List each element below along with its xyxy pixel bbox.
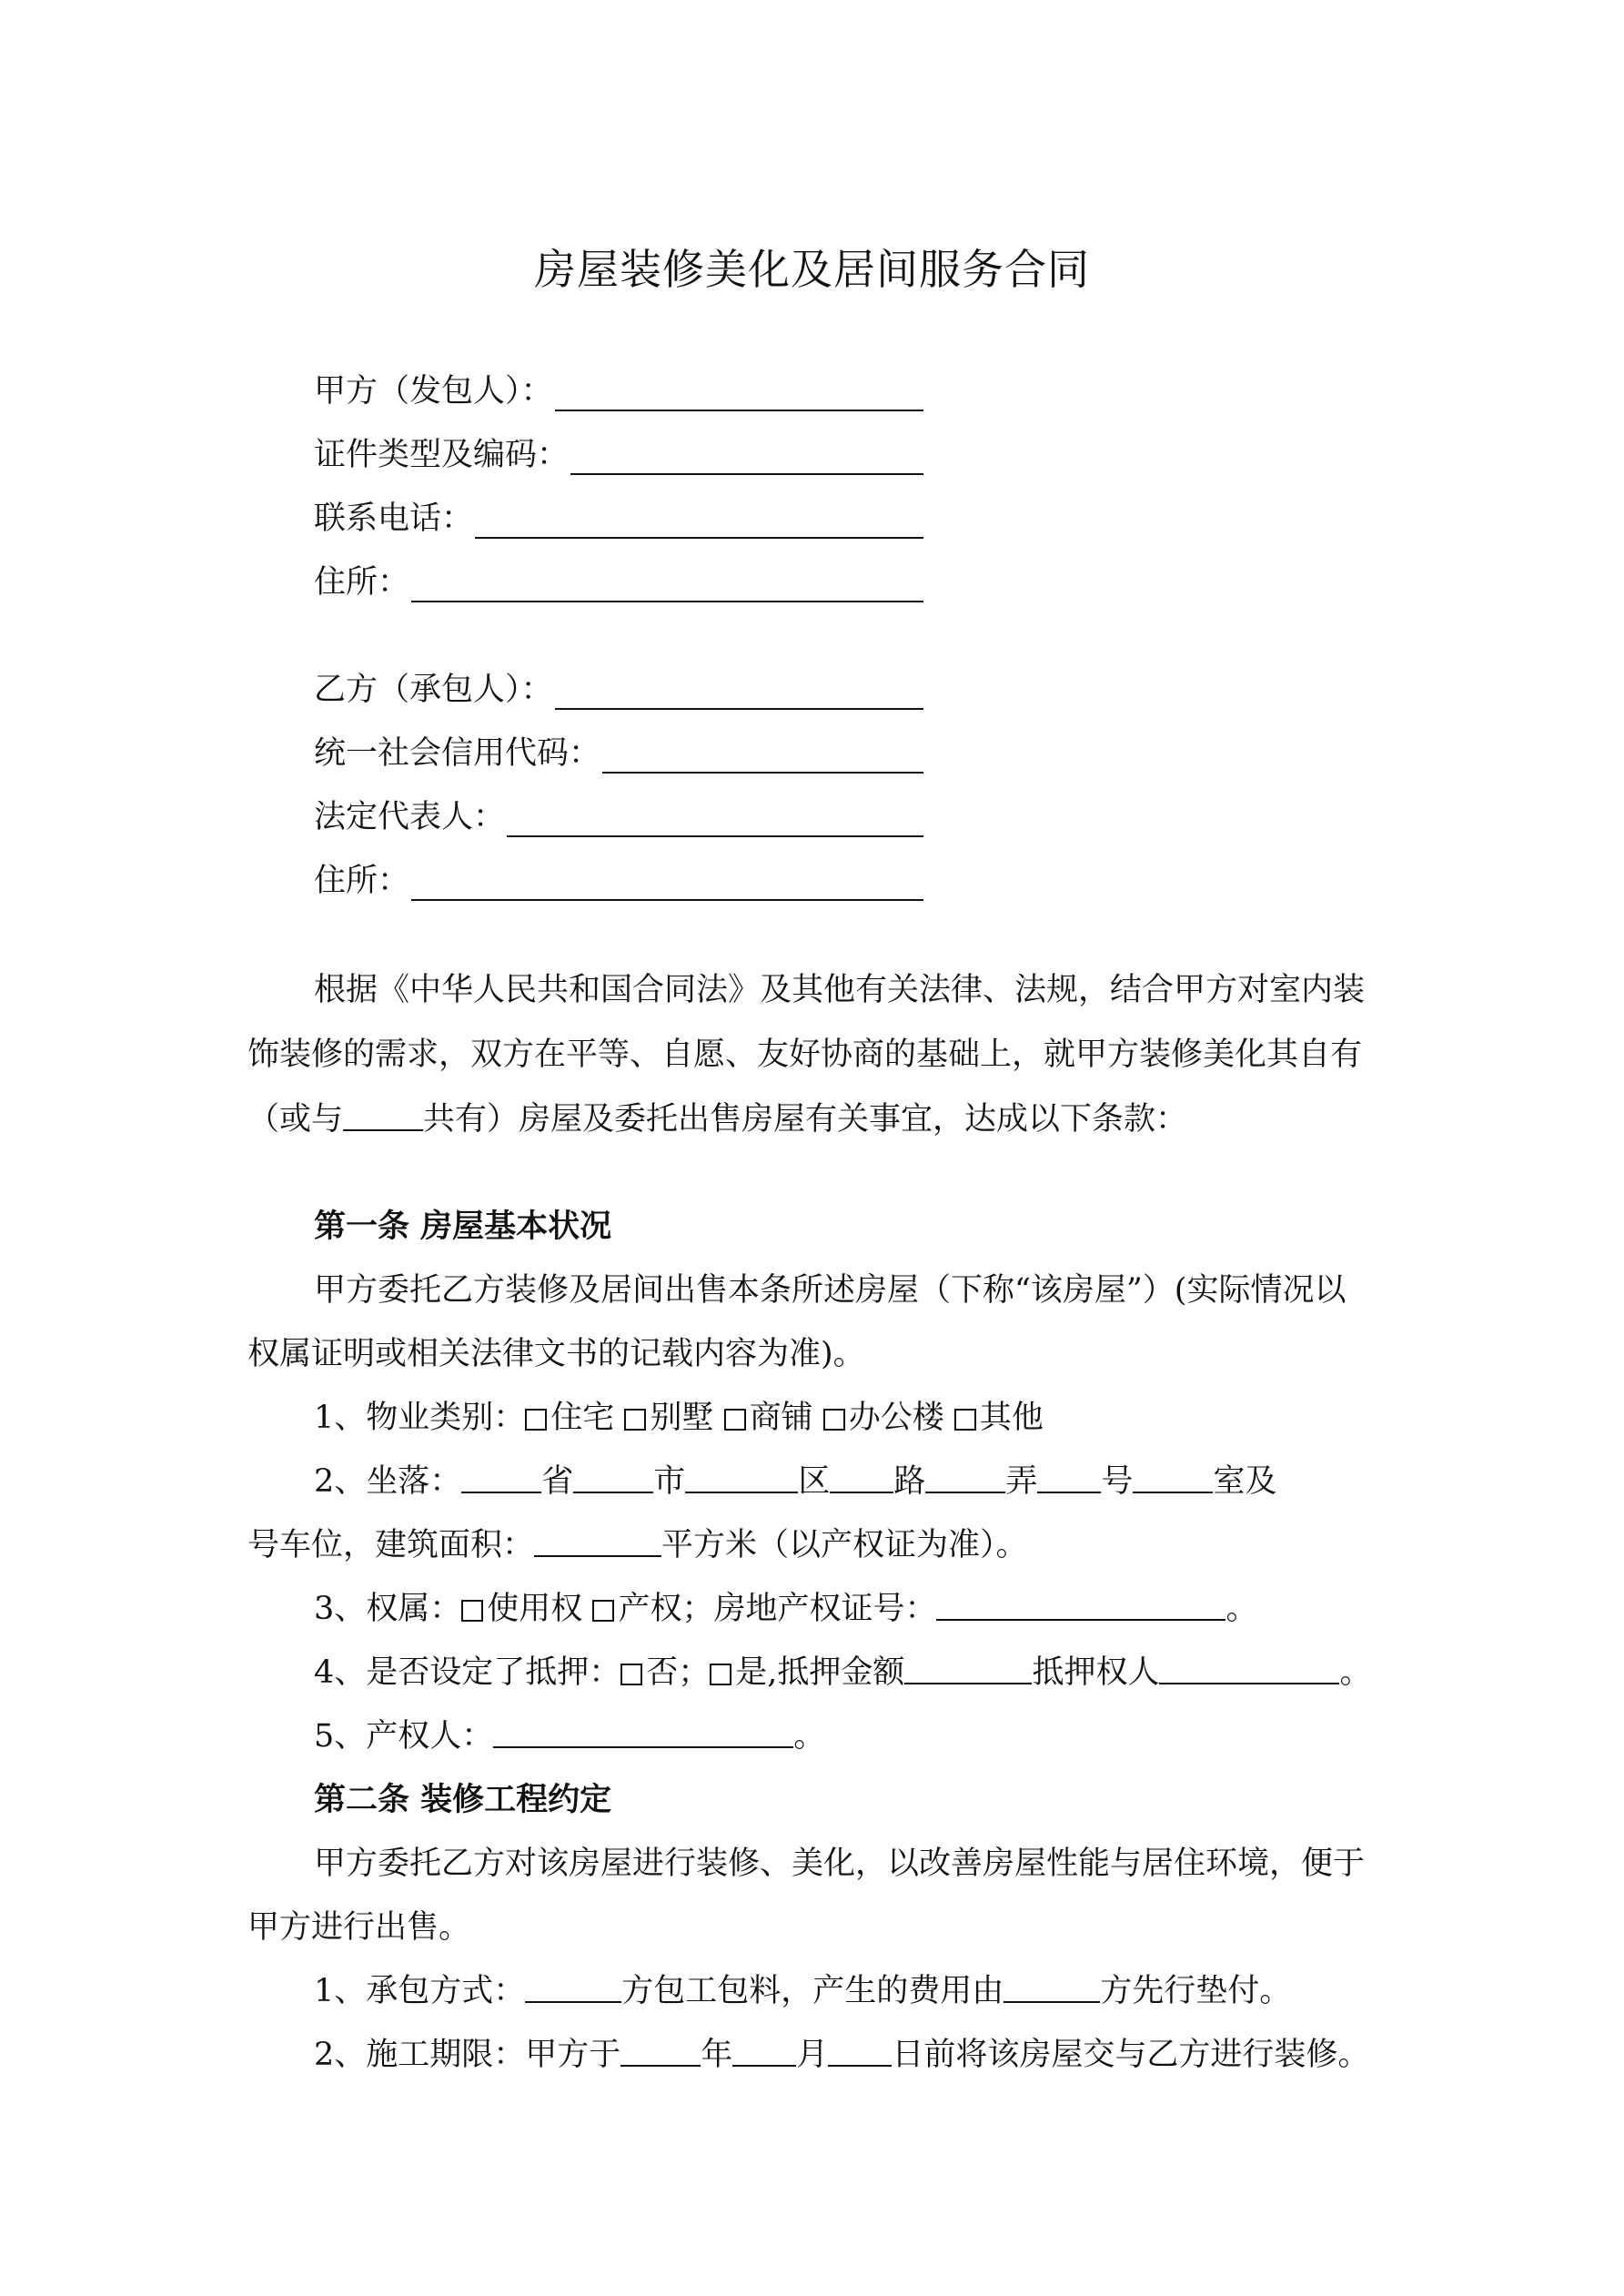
party-a-phone-blank[interactable] [475,506,923,539]
city-blank[interactable] [573,1464,653,1493]
owner-blank[interactable] [493,1719,793,1748]
article-1-intro-line-2: 权属证明或相关法律文书的记载内容为准)。 [247,1336,865,1372]
article-1-item-5: 5、产权人： 。 [314,1718,826,1755]
article-2-item-2: 2、施工期限：甲方于 年 月 日前将该房屋交与乙方进行装修。 [314,2037,1370,2073]
mortgage-yes[interactable]: 是,抵押金额 [710,1654,904,1691]
article-1-heading: 第一条 房屋基本状况 [314,1208,612,1245]
party-a-name-blank[interactable] [555,379,923,411]
checkbox-icon[interactable] [525,1409,547,1431]
party-b-name-row [314,670,923,710]
number-blank[interactable] [1037,1464,1101,1493]
party-a-id-row [314,435,923,475]
article-1-item-3: 3、权属： 使用权 产权；房地产权证号： 。 [314,1591,1258,1627]
party-b-legal-rep-row [314,797,923,837]
party-a-id-blank[interactable] [570,442,923,475]
checkbox-icon[interactable] [710,1664,731,1685]
article-1-item-2: 2、坐落： 省 市 区 路 弄 号 室及 [314,1463,1277,1500]
party-a-name-label: 甲方（发包人）： [314,373,553,410]
checkbox-icon[interactable] [724,1409,746,1431]
article-1-item-1: 1、物业类别： 住宅 别墅 商铺 办公楼 其他 [314,1400,1044,1436]
party-b-name-label: 乙方（承包人）： [314,672,553,708]
article-1-item-2-line-2: 号车位，建筑面积： 平方米（以产权证为准）。 [247,1527,1028,1563]
article-2-intro-line-1: 甲方委托乙方对该房屋进行装修、美化，以改善房屋性能与居住环境，便于 [314,1846,1366,1882]
mortgagee-blank[interactable] [1159,1655,1339,1684]
article-1-item-4: 4、是否设定了抵押： 否； 是,抵押金额 抵押权人 。 [314,1654,1372,1691]
property-type-office[interactable]: 办公楼 [823,1400,944,1436]
district-blank[interactable] [685,1464,798,1493]
party-b-name-blank[interactable] [555,677,923,710]
party-a-phone-label: 联系电话： [314,501,474,537]
article-2-heading: 第二条 装修工程约定 [314,1781,612,1818]
party-b-credit-code-row [314,733,923,774]
checkbox-icon[interactable] [461,1600,483,1622]
party-b-credit-code-blank[interactable] [602,741,923,774]
lane-blank[interactable] [925,1464,1005,1493]
road-blank[interactable] [830,1464,893,1493]
month-blank[interactable] [732,2038,796,2067]
party-a-name-row [314,371,923,411]
right-ownership[interactable]: 产权 [592,1591,681,1627]
property-type-villa[interactable]: 别墅 [624,1400,713,1436]
property-type-shop[interactable]: 商铺 [724,1400,813,1436]
checkbox-icon[interactable] [620,1664,642,1685]
article-1-intro-line-1: 甲方委托乙方装修及居间出售本条所述房屋（下称“该房屋”）(实际情况以 [314,1272,1347,1309]
party-b-address-label: 住所： [314,863,410,899]
party-a-phone-row [314,499,923,539]
party-b-address-blank[interactable] [411,868,923,901]
property-type-residence[interactable]: 住宅 [525,1400,614,1436]
party-a-address-row [314,562,923,602]
floor-area-blank[interactable] [534,1528,661,1557]
preamble-line-1: 根据《中华人民共和国合同法》及其他有关法律、法规，结合甲方对室内装 [314,972,1366,1008]
party-a-address-blank[interactable] [411,570,923,602]
advance-party-blank[interactable] [1004,1974,1100,2003]
room-blank[interactable] [1133,1464,1213,1493]
party-b-legal-rep-blank[interactable] [507,804,923,837]
mortgage-no[interactable]: 否； [620,1654,710,1691]
checkbox-icon[interactable] [823,1409,845,1431]
checkbox-icon[interactable] [624,1409,646,1431]
checkbox-icon[interactable] [592,1600,614,1622]
mortgage-amount-blank[interactable] [904,1655,1032,1684]
party-a-id-label: 证件类型及编码： [314,437,570,473]
preamble-line-2: 饰装修的需求，双方在平等、自愿、友好协商的基础上，就甲方装修美化其自有 [247,1037,1363,1073]
province-blank[interactable] [461,1464,541,1493]
party-a-address-label: 住所： [314,564,410,601]
property-type-other[interactable]: 其他 [954,1400,1044,1436]
co-owner-blank[interactable] [343,1102,423,1131]
checkbox-icon[interactable] [954,1409,976,1431]
contract-party-blank[interactable] [525,1974,621,2003]
party-b-address-row [314,861,923,901]
day-blank[interactable] [828,2038,892,2067]
party-b-credit-code-label: 统一社会信用代码： [314,735,601,772]
certificate-number-blank[interactable] [936,1592,1226,1621]
article-2-intro-line-2: 甲方进行出售。 [247,1909,471,1946]
party-b-legal-rep-label: 法定代表人： [314,799,506,835]
right-use[interactable]: 使用权 [461,1591,582,1627]
article-2-item-1: 1、承包方式： 方包工包料，产生的费用由 方先行垫付。 [314,1973,1292,2009]
preamble-line-3: （或与 共有）房屋及委托出售房屋有关事宜，达成以下条款： [247,1101,1188,1138]
year-blank[interactable] [620,2038,701,2067]
contract-title: 房屋装修美化及居间服务合同 [534,245,1090,294]
